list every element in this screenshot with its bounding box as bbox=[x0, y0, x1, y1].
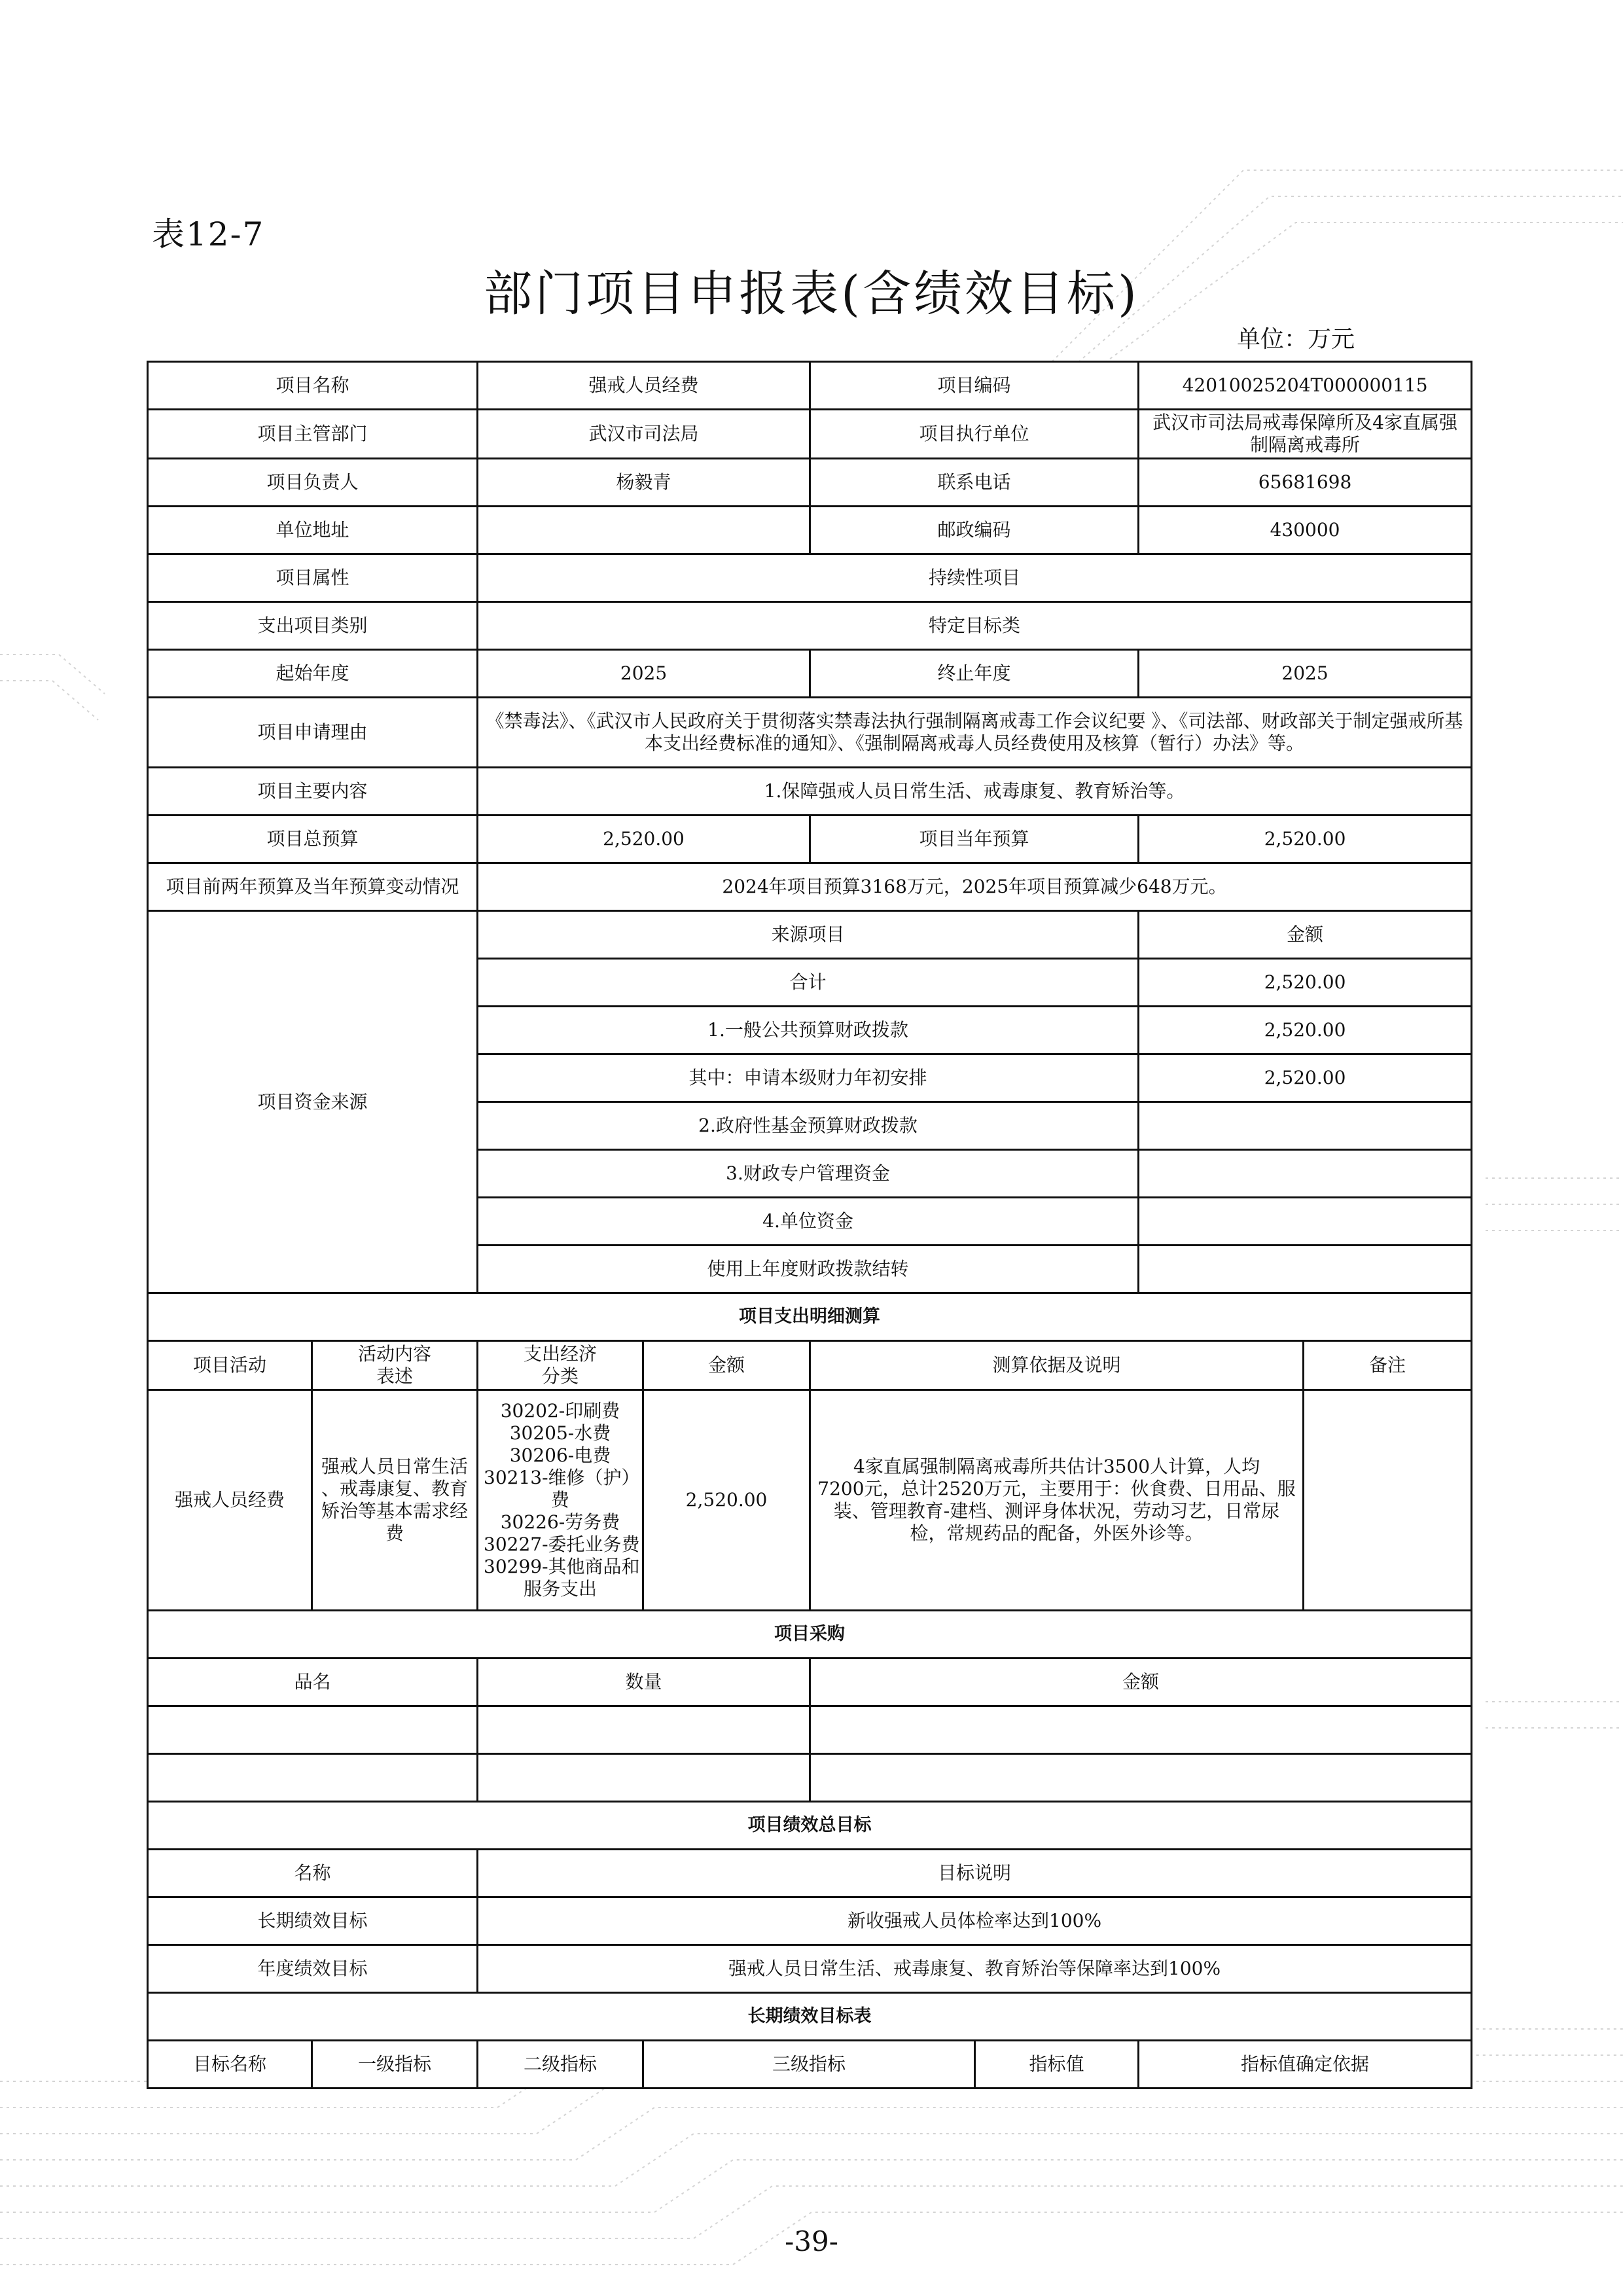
funding-source-name: 合计 bbox=[478, 959, 1139, 1007]
purchase-row bbox=[148, 1754, 1472, 1802]
funding-amount: 2,520.00 bbox=[1139, 1054, 1472, 1102]
table-number: 表12-7 bbox=[152, 215, 265, 253]
funding-source-header: 来源项目 bbox=[478, 911, 1139, 959]
purchase-header-amount: 金额 bbox=[810, 1659, 1472, 1706]
purchase-cell bbox=[810, 1706, 1472, 1754]
detail-header-amount: 金额 bbox=[643, 1341, 810, 1390]
label-annual-goal: 年度绩效目标 bbox=[148, 1945, 478, 1993]
label-year-budget: 项目当年预算 bbox=[810, 816, 1139, 863]
funding-source-name: 使用上年度财政拨款结转 bbox=[478, 1246, 1139, 1293]
value-owner: 杨毅青 bbox=[478, 459, 810, 507]
label-category: 支出项目类别 bbox=[148, 602, 478, 650]
funding-amount bbox=[1139, 1102, 1472, 1150]
unit-label: 单位：万元 bbox=[1237, 326, 1355, 353]
long-header-value: 指标值 bbox=[975, 2041, 1139, 2089]
funding-source-name: 其中：申请本级财力年初安排 bbox=[478, 1054, 1139, 1102]
value-long-term-goal: 新收强戒人员体检率达到100% bbox=[478, 1897, 1472, 1945]
purchase-cell bbox=[478, 1754, 810, 1802]
funding-amount bbox=[1139, 1150, 1472, 1198]
row-attribute bbox=[148, 554, 1472, 602]
value-department: 武汉市司法局 bbox=[478, 410, 810, 459]
value-project-code: 42010025204T000000115 bbox=[1139, 362, 1472, 410]
row-detail-title bbox=[148, 1293, 1472, 1341]
row-category bbox=[148, 602, 1472, 650]
value-end-year: 2025 bbox=[1139, 650, 1472, 698]
label-department: 项目主管部门 bbox=[148, 410, 478, 459]
funding-amount: 2,520.00 bbox=[1139, 1007, 1472, 1054]
row-project-name bbox=[148, 362, 1472, 410]
section-title-performance: 项目绩效总目标 bbox=[148, 1802, 1472, 1850]
value-postcode: 430000 bbox=[1139, 507, 1472, 554]
row-annual-goal bbox=[148, 1945, 1472, 1993]
detail-header-basis: 测算依据及说明 bbox=[810, 1341, 1304, 1390]
value-phone: 65681698 bbox=[1139, 459, 1472, 507]
detail-description: 强戒人员日常生活 、戒毒康复、教育 矫治等基本需求经 费 bbox=[312, 1390, 478, 1611]
funding-amount-header: 金额 bbox=[1139, 911, 1472, 959]
long-header-goal-name: 目标名称 bbox=[148, 2041, 312, 2089]
row-address bbox=[148, 507, 1472, 554]
detail-amount: 2,520.00 bbox=[643, 1390, 810, 1611]
label-owner: 项目负责人 bbox=[148, 459, 478, 507]
label-project-code: 项目编码 bbox=[810, 362, 1139, 410]
label-address: 单位地址 bbox=[148, 507, 478, 554]
funding-source-name: 4.单位资金 bbox=[478, 1198, 1139, 1246]
label-total-budget: 项目总预算 bbox=[148, 816, 478, 863]
project-declaration-table bbox=[147, 361, 1472, 2089]
row-purchase-title bbox=[148, 1611, 1472, 1659]
label-postcode: 邮政编码 bbox=[810, 507, 1139, 554]
long-header-level2: 二级指标 bbox=[478, 2041, 643, 2089]
row-years bbox=[148, 650, 1472, 698]
funding-source-name: 2.政府性基金预算财政拨款 bbox=[478, 1102, 1139, 1150]
funding-source-name: 1.一般公共预算财政拨款 bbox=[478, 1007, 1139, 1054]
detail-basis: 4家直属强制隔离戒毒所共估计3500人计算，人均 7200元，总计2520万元，主要用于：伙食费、日用品、服 装、管理教育-建档、测评身体状况，劳动习艺，日常尿 检，常规药品的配备，外医外诊等。 bbox=[810, 1390, 1304, 1611]
label-start-year: 起始年度 bbox=[148, 650, 478, 698]
row-long-term-table-title bbox=[148, 1993, 1472, 2041]
row-purchase-header bbox=[148, 1659, 1472, 1706]
value-content: 1.保障强戒人员日常生活、戒毒康复、教育矫治等。 bbox=[478, 768, 1472, 816]
detail-header-description: 活动内容 表述 bbox=[312, 1341, 478, 1390]
row-performance-header bbox=[148, 1850, 1472, 1897]
value-project-name: 强戒人员经费 bbox=[478, 362, 810, 410]
funding-amount bbox=[1139, 1246, 1472, 1293]
long-header-level3: 三级指标 bbox=[643, 2041, 975, 2089]
value-reason: 《禁毒法》、《武汉市人民政府关于贯彻落实禁毒法执行强制隔离戒毒工作会议纪要 》、《司法部、财政部关于制定强戒所基本支出经费标准的通知》、《强制隔离戒毒人员经费使用及核算（暂行）办法》等。 bbox=[478, 698, 1472, 768]
purchase-row bbox=[148, 1706, 1472, 1754]
row-long-term-goal bbox=[148, 1897, 1472, 1945]
label-executing-unit: 项目执行单位 bbox=[810, 410, 1139, 459]
document-title: 部门项目申报表(含绩效目标) bbox=[484, 266, 1139, 322]
row-reason bbox=[148, 698, 1472, 768]
row-content bbox=[148, 768, 1472, 816]
label-phone: 联系电话 bbox=[810, 459, 1139, 507]
value-annual-goal: 强戒人员日常生活、戒毒康复、教育矫治等保障率达到100% bbox=[478, 1945, 1472, 1993]
label-attribute: 项目属性 bbox=[148, 554, 478, 602]
purchase-header-quantity: 数量 bbox=[478, 1659, 810, 1706]
value-start-year: 2025 bbox=[478, 650, 810, 698]
detail-header-note: 备注 bbox=[1304, 1341, 1472, 1390]
row-detail-header bbox=[148, 1341, 1472, 1390]
purchase-cell bbox=[810, 1754, 1472, 1802]
detail-economic-class: 30202-印刷费 30205-水费 30206-电费 30213-维修（护） 费 30226-劳务费 30227-委托业务费 30299-其他商品和 服务支出 bbox=[478, 1390, 643, 1611]
value-budget-change: 2024年项目预算3168万元，2025年项目预算减少648万元。 bbox=[478, 863, 1472, 911]
long-header-level1: 一级指标 bbox=[312, 2041, 478, 2089]
detail-note bbox=[1304, 1390, 1472, 1611]
row-owner bbox=[148, 459, 1472, 507]
row-budget-change bbox=[148, 863, 1472, 911]
performance-header-name: 名称 bbox=[148, 1850, 478, 1897]
label-end-year: 终止年度 bbox=[810, 650, 1139, 698]
funding-source-name: 3.财政专户管理资金 bbox=[478, 1150, 1139, 1198]
section-title-detail: 项目支出明细测算 bbox=[148, 1293, 1472, 1341]
row-performance-title bbox=[148, 1802, 1472, 1850]
row-long-term-table-header bbox=[148, 2041, 1472, 2089]
detail-row bbox=[148, 1390, 1472, 1611]
value-attribute: 持续性项目 bbox=[478, 554, 1472, 602]
detail-activity: 强戒人员经费 bbox=[148, 1390, 312, 1611]
value-category: 特定目标类 bbox=[478, 602, 1472, 650]
funding-amount bbox=[1139, 1198, 1472, 1246]
row-department bbox=[148, 410, 1472, 459]
purchase-cell bbox=[148, 1754, 478, 1802]
section-title-long-term-table: 长期绩效目标表 bbox=[148, 1993, 1472, 2041]
performance-header-description: 目标说明 bbox=[478, 1850, 1472, 1897]
section-title-purchase: 项目采购 bbox=[148, 1611, 1472, 1659]
label-project-name: 项目名称 bbox=[148, 362, 478, 410]
detail-header-activity: 项目活动 bbox=[148, 1341, 312, 1390]
long-header-basis: 指标值确定依据 bbox=[1139, 2041, 1472, 2089]
label-funding-source: 项目资金来源 bbox=[148, 911, 478, 1293]
row-funding-header bbox=[148, 911, 1472, 959]
value-year-budget: 2,520.00 bbox=[1139, 816, 1472, 863]
page-number: -39- bbox=[785, 2225, 838, 2257]
value-executing-unit: 武汉市司法局戒毒保障所及4家直属强制隔离戒毒所 bbox=[1139, 410, 1472, 459]
label-reason: 项目申请理由 bbox=[148, 698, 478, 768]
purchase-cell bbox=[148, 1706, 478, 1754]
purchase-header-name: 品名 bbox=[148, 1659, 478, 1706]
label-long-term-goal: 长期绩效目标 bbox=[148, 1897, 478, 1945]
row-budget bbox=[148, 816, 1472, 863]
value-address bbox=[478, 507, 810, 554]
funding-amount: 2,520.00 bbox=[1139, 959, 1472, 1007]
label-content: 项目主要内容 bbox=[148, 768, 478, 816]
purchase-cell bbox=[478, 1706, 810, 1754]
label-budget-change: 项目前两年预算及当年预算变动情况 bbox=[148, 863, 478, 911]
detail-header-economic-class: 支出经济 分类 bbox=[478, 1341, 643, 1390]
value-total-budget: 2,520.00 bbox=[478, 816, 810, 863]
